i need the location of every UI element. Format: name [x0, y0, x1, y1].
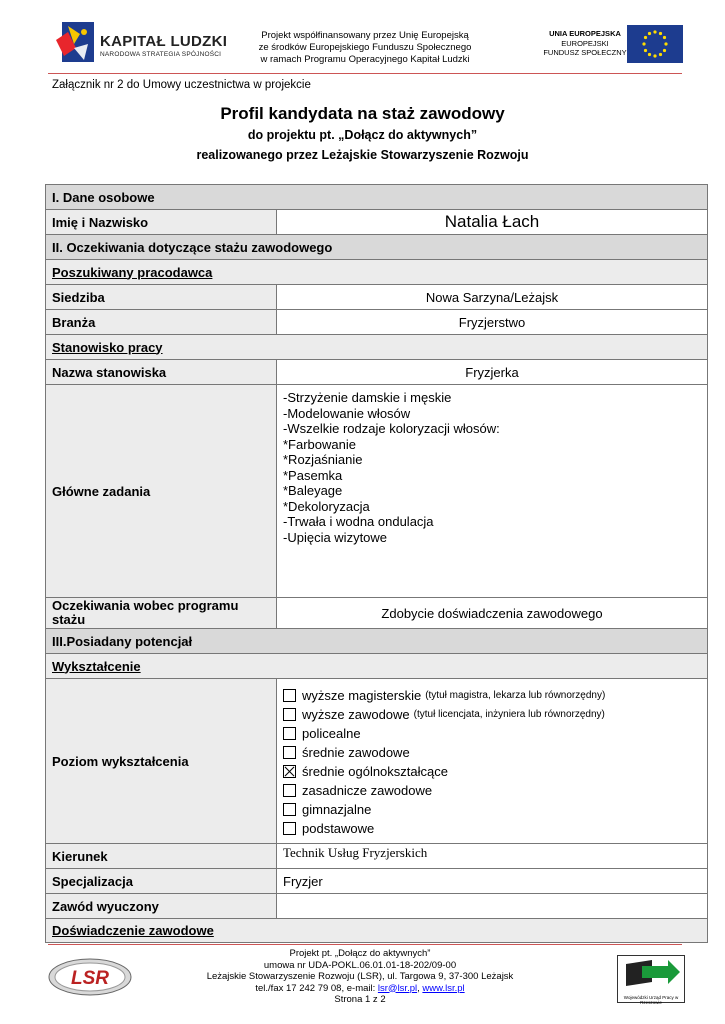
task-item: -Modelowanie włosów — [283, 405, 411, 421]
footer-line-3: Leżajskie Stowarzyszenie Rozwoju (LSR), ul. Targowa 9, 37-300 Leżajsk — [206, 971, 514, 982]
header-line-2: ze środków Europejskiego Funduszu Społecznego — [258, 42, 472, 53]
direction-value: Technik Usług Fryzjerskich — [277, 844, 708, 869]
footer-line-2: umowa nr UDA-POKL.06.01.01-18-202/09-00 — [263, 959, 457, 971]
checkbox-checked[interactable] — [283, 765, 296, 778]
expectations-value: Zdobycie doświadczenia zawodowego — [277, 598, 708, 629]
education-options — [277, 679, 708, 844]
branch-value: Fryzjerstwo — [277, 310, 708, 335]
learned-profession-value[interactable] — [277, 894, 708, 919]
header-cofinancing-text — [240, 30, 490, 66]
edu-option-lower-secondary[interactable]: gimnazjalne — [283, 800, 701, 819]
task-item: -Trwała i wodna ondulacja — [283, 514, 434, 529]
eu-text — [540, 29, 630, 58]
direction-label: Kierunek — [46, 844, 277, 869]
footer-line-1: Projekt pt. „Dołącz do aktywnych” — [289, 948, 431, 959]
branch-label: Branża — [46, 310, 277, 335]
lsr-logo — [48, 958, 132, 996]
email-link[interactable]: lsr@lsr.pl — [377, 982, 418, 994]
page-subtitle-2: realizowanego przez Leżajskie Stowarzyszenie Rozwoju — [196, 148, 529, 162]
page-title: Profil kandydata na staż zawodowy — [220, 104, 505, 123]
name-label: Imię i Nazwisko — [46, 210, 277, 235]
kapital-ludzki-subtitle: NARODOWA STRATEGIA SPÓJNOŚCI — [100, 51, 222, 58]
checkbox[interactable] — [283, 784, 296, 797]
checkbox[interactable] — [283, 689, 296, 702]
task-item: *Dekoloryzacja — [283, 498, 370, 514]
checkbox[interactable] — [283, 727, 296, 740]
section-expectations: II. Oczekiwania dotyczące stażu zawodowego — [46, 235, 708, 260]
task-item: *Pasemka — [283, 467, 343, 483]
checkbox[interactable] — [283, 708, 296, 721]
page-number: Strona 1 z 2 — [334, 994, 386, 1005]
position-subheader: Stanowisko pracy — [46, 335, 708, 360]
checkbox[interactable] — [283, 803, 296, 816]
kapital-ludzki-title: KAPITAŁ LUDZKI — [100, 33, 228, 50]
seat-value: Nowa Sarzyna/Leżajsk — [277, 285, 708, 310]
specialization-value: Fryzjer — [277, 869, 708, 894]
expectations-label: Oczekiwania wobec programu stażu — [46, 598, 277, 629]
wup-logo — [617, 955, 685, 1003]
education-subheader: Wykształcenie — [46, 654, 708, 679]
footer-rule — [48, 944, 682, 945]
education-level-label: Poziom wykształcenia — [46, 679, 277, 844]
specialization-label: Specjalizacja — [46, 869, 277, 894]
edu-option-postsecondary[interactable]: policealne — [283, 724, 701, 743]
edu-option-basic-vocational[interactable]: zasadnicze zawodowe — [283, 781, 701, 800]
header-rule — [48, 73, 682, 74]
task-item: *Farbowanie — [283, 436, 356, 452]
tasks-list — [277, 385, 708, 598]
section-personal: I. Dane osobowe — [46, 185, 708, 210]
annex-note: Załącznik nr 2 do Umowy uczestnictwa w projekcie — [52, 79, 311, 91]
eu-sub2: FUNDUSZ SPOŁECZNY — [543, 48, 627, 57]
candidate-form — [45, 184, 708, 943]
task-item: -Wszelkie rodzaje koloryzacji włosów: — [283, 421, 500, 436]
header-line-3: w ramach Programu Operacyjnego Kapitał Ludzki — [260, 54, 470, 65]
experience-subheader: Doświadczenie zawodowe — [46, 919, 708, 943]
task-item: *Rozjaśnianie — [283, 452, 363, 467]
footer-line-4: tel./fax 17 242 79 08, e-mail: lsr@lsr.pl, www.lsr.pl — [255, 982, 465, 994]
task-item: -Upięcia wizytowe — [283, 529, 388, 545]
footer — [190, 948, 530, 1006]
edu-option-general-secondary[interactable]: średnie ogólnokształcące — [283, 762, 701, 781]
edu-option-primary[interactable]: podstawowe — [283, 819, 701, 838]
eu-sub1: EUROPEJSKI — [561, 38, 609, 48]
web-link[interactable]: www.lsr.pl — [422, 982, 465, 994]
checkbox[interactable] — [283, 822, 296, 835]
tasks-label: Główne zadania — [46, 385, 277, 598]
edu-option-bachelor[interactable]: wyższe zawodowe (tytuł licencjata, inżyniera lub równorzędny) — [283, 705, 701, 724]
employer-subheader: Poszukiwany pracodawca — [46, 260, 708, 285]
eu-flag-icon — [627, 25, 683, 63]
lsr-logo-text: LSR — [71, 968, 109, 989]
learned-profession-label: Zawód wyuczony — [46, 894, 277, 919]
position-name-label: Nazwa stanowiska — [46, 360, 277, 385]
kapital-ludzki-logo — [54, 18, 96, 66]
name-value: Natalia Łach — [277, 210, 708, 235]
seat-label: Siedziba — [46, 285, 277, 310]
section-potential: III.Posiadany potencjał — [46, 629, 708, 654]
eu-title: UNIA EUROPEJSKA — [549, 29, 621, 38]
header-line-1: Projekt współfinansowany przez Unię Europejską — [261, 30, 469, 41]
checkbox[interactable] — [283, 746, 296, 759]
wup-logo-text: Wojewódzki Urząd Pracy w Rzeszowie — [623, 995, 679, 1005]
page-subtitle-1: do projektu pt. „Dołącz do aktywnych” — [247, 128, 478, 142]
edu-option-vocational-secondary[interactable]: średnie zawodowe — [283, 743, 701, 762]
task-item: *Baleyage — [283, 483, 343, 498]
edu-option-master[interactable]: wyższe magisterskie (tytuł magistra, lekarza lub równorzędny) — [283, 686, 701, 705]
task-item: -Strzyżenie damskie i męskie — [283, 390, 452, 405]
position-name-value: Fryzjerka — [277, 360, 708, 385]
